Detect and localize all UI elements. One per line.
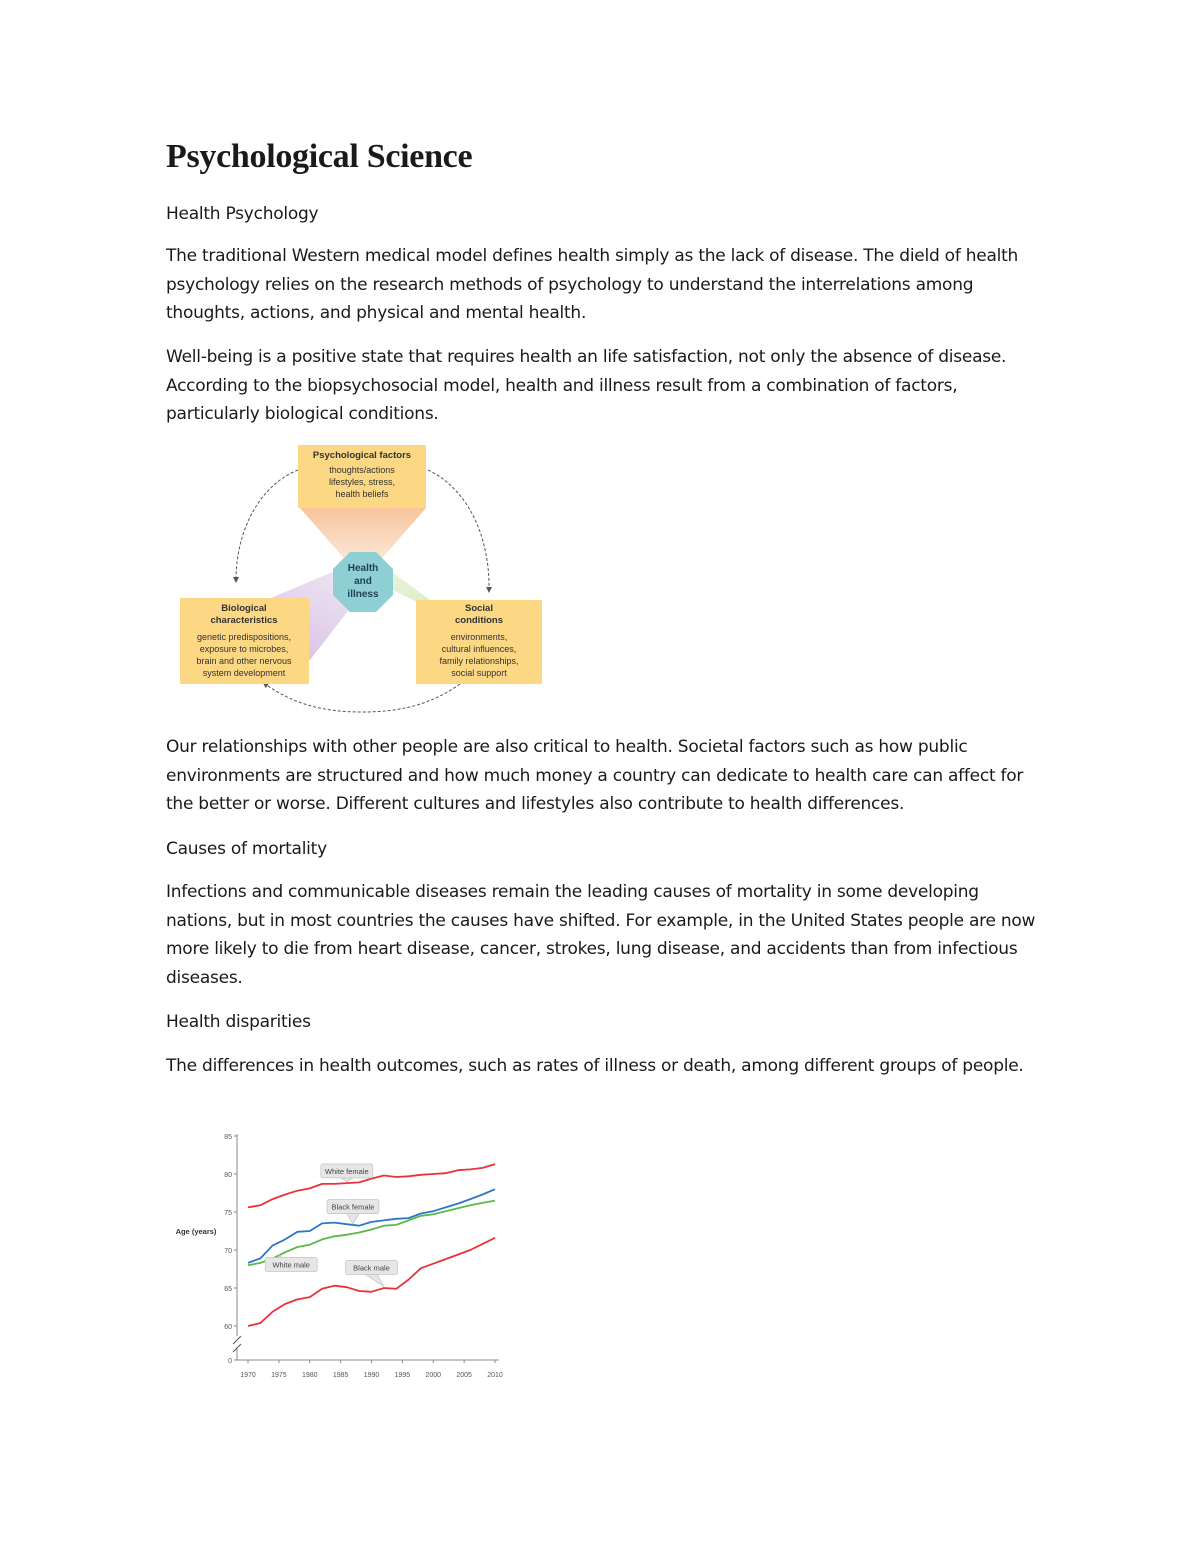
x-tick-label: 2000 [425, 1372, 442, 1379]
x-tick-label: 1980 [301, 1372, 318, 1379]
section-heading-health-disparities: Health disparities [166, 1012, 311, 1032]
y-tick-label: 65 [224, 1286, 232, 1293]
section-heading-causes-of-mortality: Causes of mortality [166, 839, 327, 859]
series-callout [265, 1255, 317, 1272]
x-tick-label: 1975 [271, 1372, 287, 1379]
y-tick-label: 80 [224, 1172, 232, 1179]
social-conditions-line: environments, [450, 632, 508, 642]
psychological-factors-line: health beliefs [335, 489, 389, 499]
biological-characteristics-title: characteristics [210, 615, 278, 626]
y-tick-label: 75 [224, 1210, 232, 1217]
x-tick-label: 1970 [240, 1372, 256, 1379]
biopsychosocial-diagram [170, 440, 550, 715]
psychological-factors-line: thoughts/actions [329, 465, 395, 475]
social-conditions-line: family relationships, [439, 656, 519, 666]
center-label-line: illness [347, 589, 379, 600]
social-conditions-title: Social [465, 603, 493, 614]
biological-characteristics-line: system development [202, 668, 286, 678]
series-callout [327, 1200, 379, 1224]
paragraph-relationships: Our relationships with other people are also critical to health. Societal factors such as how public environments are structured and how much money a country can dedicate to health care can affect for the better or worse. Different cultures and lifestyles also contribute to health differences. [166, 737, 1024, 814]
series-label: White male [272, 1260, 310, 1270]
x-tick-label: 1985 [332, 1372, 349, 1379]
series-callout [321, 1164, 373, 1182]
y-axis-label: Age (years) [175, 1227, 217, 1236]
life-expectancy-chart [160, 1120, 520, 1385]
psychological-factors-line: lifestyles, stress, [328, 477, 396, 487]
paragraph-well-being: Well-being is a positive state that requires health an life satisfaction, not only the absence of disease. According to the biopsychosocial model, health and illness result from a combination of factors, particularly biological conditions. [166, 347, 1007, 424]
callout-pointer [366, 1274, 384, 1286]
y-tick-label: 60 [224, 1324, 232, 1331]
biological-characteristics-title: Biological [221, 603, 267, 614]
y-tick-label: 70 [224, 1248, 232, 1255]
center-label-line: Health [347, 563, 379, 574]
x-tick-label: 2010 [487, 1372, 503, 1379]
psychological-factors-title: Psychological factors [312, 450, 412, 461]
x-tick-label: 2005 [456, 1372, 472, 1379]
biological-characteristics-line: brain and other nervous [196, 656, 292, 666]
series-line-black-male [248, 1238, 495, 1326]
series-label: White female [324, 1166, 369, 1176]
center-label-line: and [354, 576, 372, 587]
section-heading-health-psychology: Health Psychology [166, 204, 319, 224]
series-callout [346, 1260, 398, 1286]
page-title: Psychological Science [166, 138, 473, 175]
biological-characteristics-line: exposure to microbes, [199, 644, 289, 654]
x-tick-label: 1990 [363, 1372, 380, 1379]
cycle-arc-top-left [236, 470, 298, 580]
paragraph-causes: Infections and communicable diseases remain the leading causes of mortality in some developing nations, but in most countries the causes have shifted. For example, in the United States people are now more likely to die from heart disease, cancer, strokes, lung disease, and accidents than from infectious diseases. [166, 882, 1036, 988]
y-tick-label: 85 [224, 1134, 232, 1141]
cycle-arc-top-right [428, 470, 489, 590]
series-label: Black male [353, 1263, 390, 1273]
callout-pointer [347, 1214, 359, 1224]
callout-pointer [341, 1178, 353, 1182]
social-conditions-line: social support [451, 668, 507, 678]
social-conditions-line: cultural influences, [441, 644, 517, 654]
paragraph-medical-model: The traditional Western medical model defines health simply as the lack of disease. The dield of health psychology relies on the research methods of psychology to understand the interrelations among thoughts, actions, and physical and mental health. [166, 246, 1019, 323]
x-tick-label: 1995 [394, 1372, 411, 1379]
series-label: Black female [331, 1202, 375, 1212]
biological-characteristics-line: genetic predispositions, [196, 632, 292, 642]
y-tick-label: 0 [228, 1358, 232, 1365]
cycle-arc-bottom [265, 684, 460, 712]
paragraph-disparities: The differences in health outcomes, such as rates of illness or death, among different groups of people. [166, 1056, 1024, 1076]
social-conditions-title: conditions [454, 615, 504, 626]
